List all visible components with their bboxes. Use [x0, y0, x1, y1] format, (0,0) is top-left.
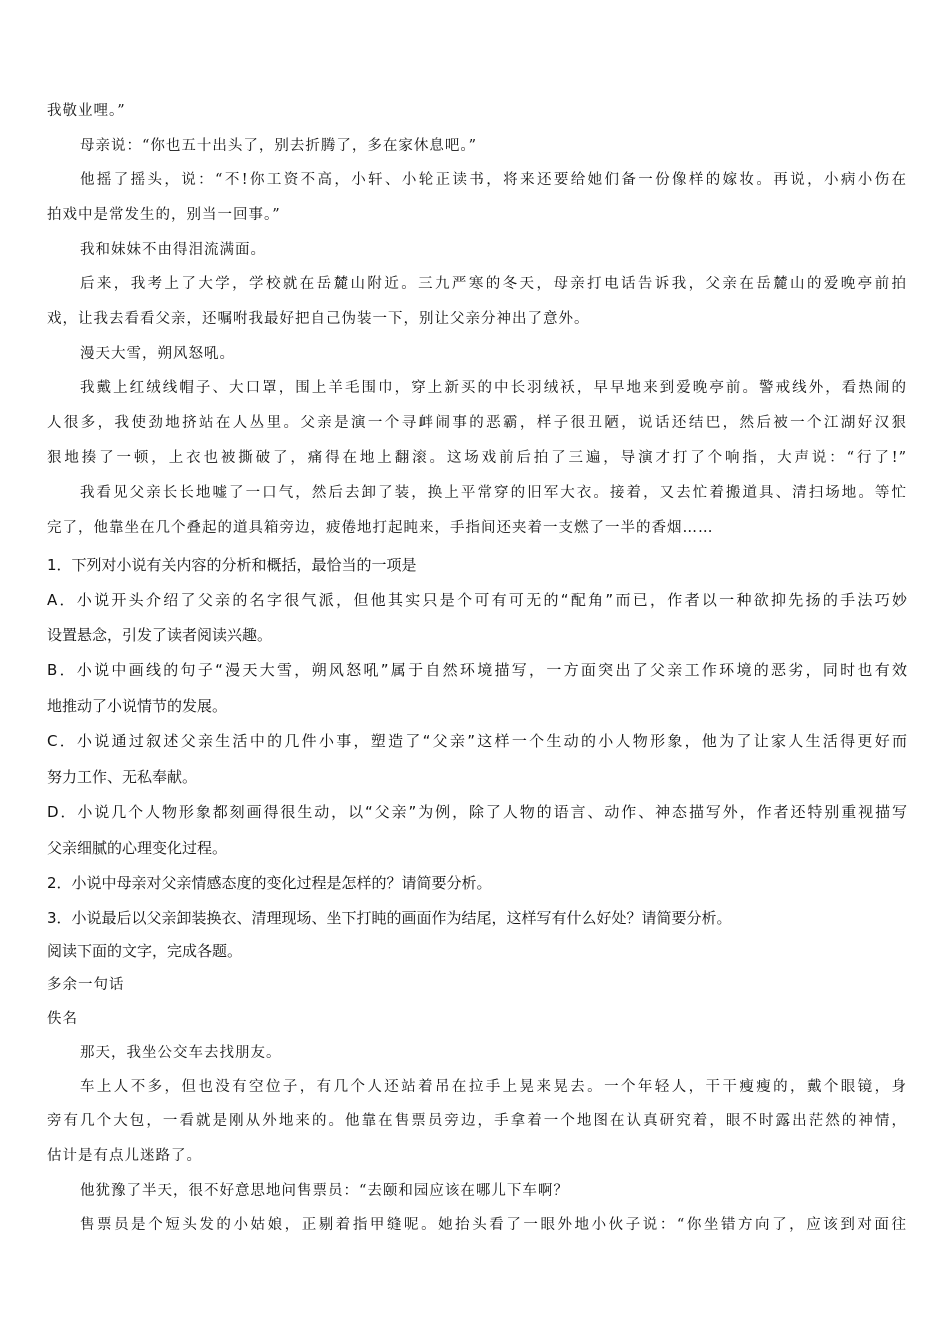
option-a-line-2: 设置悬念，引发了读者阅读兴趣。	[47, 626, 273, 644]
story2-line-3: 旁有几个大包，一看就是刚从外地来的。他靠在售票员旁边，手拿着一个地图在认真研究着，眼不时露出茫然的神情，	[47, 1113, 907, 1129]
story1-line-5: 我和妹妹不由得泪流满面。	[80, 242, 266, 258]
story1-line-2: 母亲说：“你也五十出头了，别去折腾了，多在家休息吧。”	[80, 138, 478, 154]
story1-line-7: 戏，让我去看看父亲，还嘱咐我最好把自己伪装一下，别让父亲分神出了意外。	[47, 311, 590, 327]
option-b-line-2: 地推动了小说情节的发展。	[47, 697, 228, 715]
story1-line-4: 拍戏中是常发生的，别当一回事。”	[47, 207, 281, 223]
story2-title: 多余一句话	[47, 977, 125, 993]
story1-line-11: 狠地揍了一顿，上衣也被撕破了，痛得在地上翻滚。这场戏前后拍了三遍，导演才打了个响指，大声说：“行了!”	[47, 450, 907, 466]
option-d-line-2: 父亲细腻的心理变化过程。	[47, 839, 228, 857]
option-a-line-1: A．小说开头介绍了父亲的名字很气派，但他其实只是个可有可无的“配角”而已，作者以一种欲抑先扬的手法巧妙	[47, 591, 907, 609]
story1-line-3: 他摇了摇头，说：“不!你工资不高，小轩、小轮正读书，将来还要给她们备一份像样的嫁妆。再说，小病小伤在	[80, 172, 907, 188]
story2-line-6: 售票员是个短头发的小姑娘，正剔着指甲缝呢。她抬头看了一眼外地小伙子说：“你坐错方向了，应该到对面往	[80, 1217, 907, 1233]
option-b-line-1: B．小说中画线的句子“漫天大雪，朔风怒吼”属于自然环境描写，一方面突出了父亲工作环境的恶劣，同时也有效	[47, 661, 907, 679]
story2-line-5: 他犹豫了半天，很不好意思地问售票员：“去颐和园应该在哪儿下车啊？	[80, 1183, 569, 1199]
story2-line-1: 那天，我坐公交车去找朋友。	[80, 1045, 282, 1061]
story2-line-2: 车上人不多，但也没有空位子，有几个人还站着吊在拉手上晃来晃去。一个年轻人，干干瘦瘦的，戴个眼镜，身	[80, 1079, 907, 1095]
story1-line-13: 完了，他靠坐在几个叠起的道具箱旁边，疲倦地打起盹来，手指间还夹着一支燃了一半的香烟……	[47, 520, 714, 536]
story1-line-12: 我看见父亲长长地嘘了一口气，然后去卸了装，换上平常穿的旧军大衣。接着，又去忙着搬道具、清扫场地。等忙	[80, 485, 907, 501]
option-c-line-2: 努力工作、无私奉献。	[47, 768, 198, 786]
question-1: 1．下列对小说有关内容的分析和概括，最恰当的一项是	[47, 556, 417, 574]
story1-line-1: 我敬业哩。”	[47, 103, 126, 119]
option-c-line-1: C．小说通过叙述父亲生活中的几件小事，塑造了“父亲”这样一个生动的小人物形象，他为了让家人生活得更好而	[47, 732, 907, 750]
story2-author: 佚名	[47, 1011, 78, 1027]
question-3: 3．小说最后以父亲卸装换衣、清理现场、坐下打盹的画面作为结尾，这样写有什么好处？请简要分析。	[47, 909, 732, 927]
story1-line-10: 人很多，我使劲地挤站在人丛里。父亲是演一个寻衅闹事的恶霸，样子很丑陋，说话还结巴，然后被一个江湖好汉狠	[47, 415, 907, 431]
story2-line-4: 估计是有点儿迷路了。	[47, 1148, 202, 1164]
question-2: 2．小说中母亲对父亲情感态度的变化过程是怎样的？请简要分析。	[47, 874, 492, 892]
reading-instruction: 阅读下面的文字，完成各题。	[47, 942, 243, 960]
story1-line-9: 我戴上红绒线帽子、大口罩，围上羊毛围巾，穿上新买的中长羽绒袄，早早地来到爱晚亭前。警戒线外，看热闹的	[80, 380, 907, 396]
option-d-line-1: D．小说几个人物形象都刻画得很生动，以“父亲”为例，除了人物的语言、动作、神态描写外，作者还特别重视描写	[47, 803, 907, 821]
story1-line-6: 后来，我考上了大学，学校就在岳麓山附近。三九严寒的冬天，母亲打电话告诉我，父亲在岳麓山的爱晚亭前拍	[80, 276, 907, 292]
story1-line-8: 漫天大雪，朔风怒吼。	[80, 346, 235, 362]
